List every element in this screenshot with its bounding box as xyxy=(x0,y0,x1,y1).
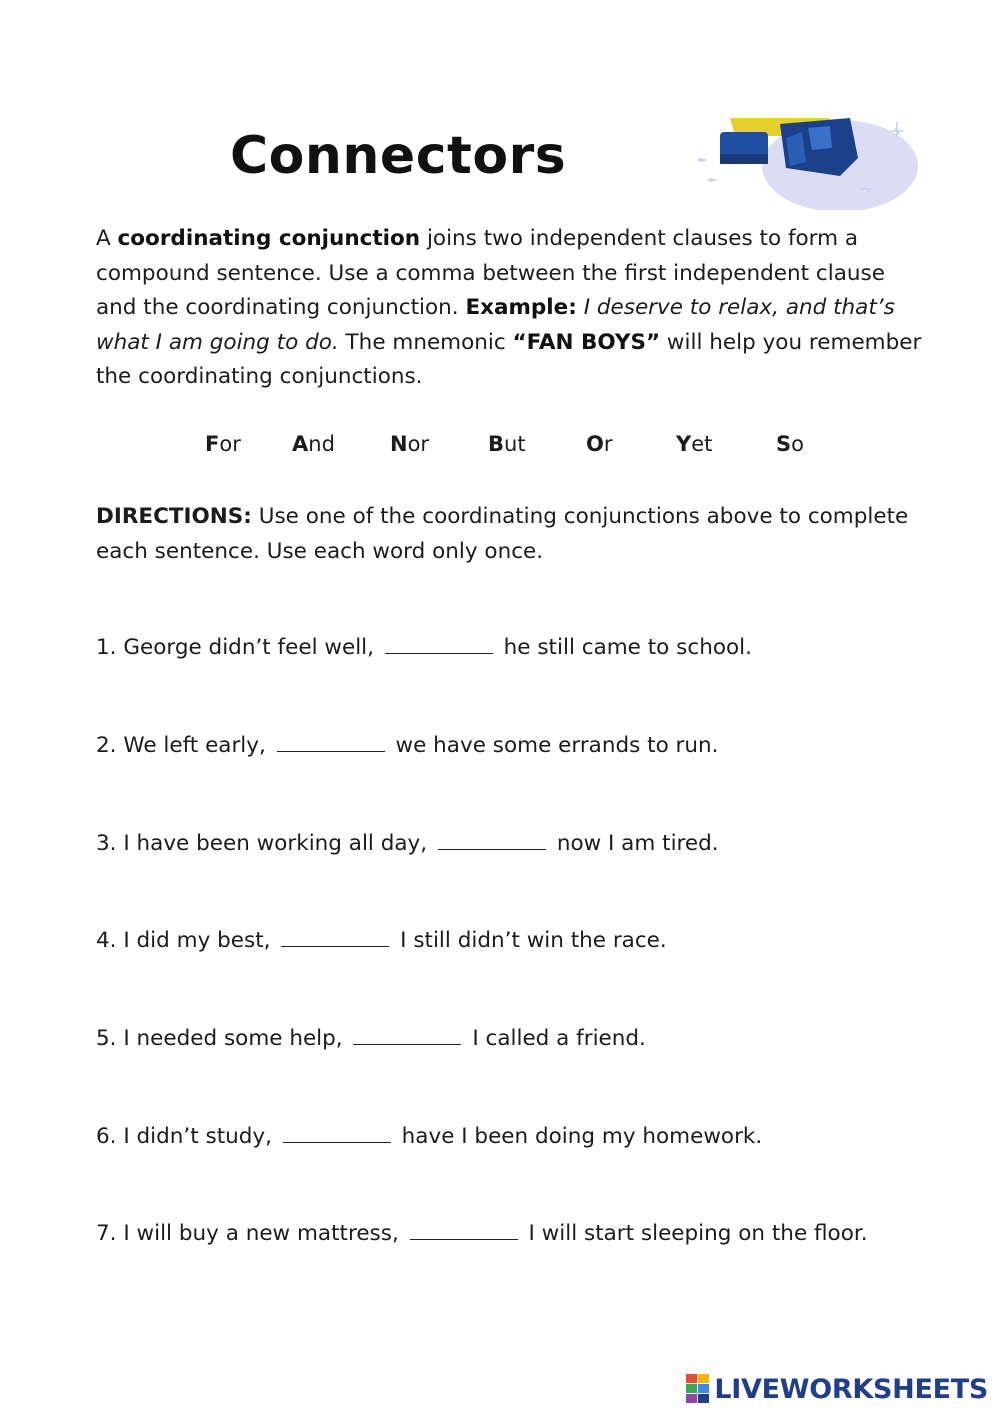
cartoon-character-clipart xyxy=(690,118,920,210)
answer-blank[interactable] xyxy=(385,633,493,654)
directions-label: DIRECTIONS: xyxy=(96,504,252,529)
conjunction-word: But xyxy=(488,432,526,456)
answer-blank[interactable] xyxy=(410,1219,518,1240)
answer-blank[interactable] xyxy=(438,829,546,850)
mnemonic-highlight: “FAN BOYS” xyxy=(512,329,661,355)
exercise-sentence: 5. I needed some help, I called a friend. xyxy=(96,1026,646,1051)
brand-name: LIVEWORKSHEETS xyxy=(714,1373,988,1405)
fanboys-list xyxy=(0,432,1000,462)
conjunction-word: Or xyxy=(586,432,613,456)
liveworksheets-logo-icon xyxy=(686,1374,710,1404)
conjunction-word: Nor xyxy=(390,432,430,456)
exercise-sentence: 6. I didn’t study, have I been doing my homework. xyxy=(96,1124,763,1149)
example-sentence: I deserve to relax, and that’s what I am going to do. xyxy=(96,295,895,355)
directions-paragraph: DIRECTIONS: Use one of the coordinating conjunctions above to complete each sentence. Use each word only once. xyxy=(96,504,909,564)
exercise-sentence: 2. We left early, we have some errands to run. xyxy=(96,733,719,758)
answer-blank[interactable] xyxy=(283,1122,391,1143)
intro-paragraph: A coordinating conjunction joins two independent clauses to form a compound sentence. Use a comma between the first independent clause and the coordinating conjunction. Example: I deserve to relax, and that’s what I am going to do. The mnemonic “FAN BOYS” will help you remember the coordinating conjunctions. xyxy=(96,226,922,389)
conjunction-word: So xyxy=(776,432,804,456)
conjunction-word: Yet xyxy=(676,432,713,456)
exercise-sentence: 3. I have been working all day, now I am tired. xyxy=(96,831,719,856)
answer-blank[interactable] xyxy=(353,1024,461,1045)
example-label: Example: xyxy=(465,295,577,320)
conjunction-word: And xyxy=(292,432,335,456)
exercise-sentence: 1. George didn’t feel well, he still came to school. xyxy=(96,635,752,660)
exercise-sentence: 7. I will buy a new mattress, I will start sleeping on the floor. xyxy=(96,1221,868,1246)
liveworksheets-footer xyxy=(686,1371,988,1407)
answer-blank[interactable] xyxy=(277,731,385,752)
page-title: Connectors xyxy=(230,126,567,186)
exercise-sentence: 4. I did my best, I still didn’t win the race. xyxy=(96,928,667,953)
answer-blank[interactable] xyxy=(281,926,389,947)
conjunction-word: For xyxy=(205,432,241,456)
term-highlight: coordinating conjunction xyxy=(117,226,421,251)
